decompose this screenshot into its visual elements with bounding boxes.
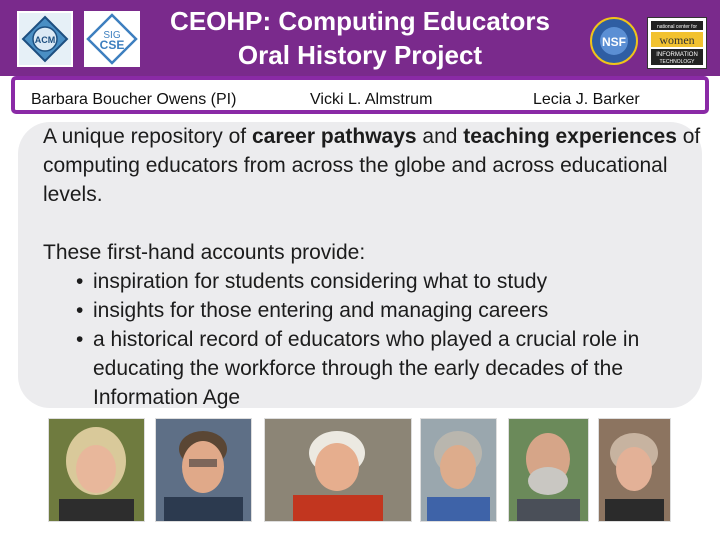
svg-text:national center for: national center for (656, 24, 698, 30)
portrait-photo-1 (48, 418, 145, 522)
intro-bold-career-pathways: career pathways (251, 125, 417, 148)
title-line-1: CEOHP: Computing Educators (170, 6, 550, 36)
portrait-photo-3 (264, 418, 412, 522)
intro-text-2: and (416, 125, 464, 148)
list-item (76, 267, 703, 296)
svg-text:women: women (659, 33, 695, 47)
list-item (76, 296, 703, 325)
svg-text:NSF: NSF (602, 35, 626, 49)
title-line-2: Oral History Project (237, 40, 483, 70)
list-item (76, 325, 703, 412)
intro-text-1: A unique repository of (43, 125, 252, 148)
bullet-text: a historical record of educators who played a crucial role in educating the workforce through the early decades of the Information Age (93, 328, 640, 409)
page-title (130, 4, 590, 72)
svg-text:CSE: CSE (99, 38, 125, 52)
intro-bold-teaching-experiences: teaching experiences (463, 125, 677, 148)
investigators-bar (11, 76, 709, 114)
nsf-logo (590, 17, 638, 65)
name-third: Lecia J. Barker (533, 91, 640, 108)
name-second: Vicki L. Almstrum (310, 91, 433, 108)
name-pi: Barbara Boucher Owens (PI) (31, 91, 237, 108)
header-banner (0, 0, 720, 76)
portrait-photo-5 (508, 418, 589, 522)
svg-text:TECHNOLOGY: TECHNOLOGY (659, 59, 695, 65)
portrait-photo-4 (420, 418, 497, 522)
bullet-icon: • (76, 270, 84, 293)
svg-text:INFORMATION: INFORMATION (656, 52, 698, 58)
intro-text-3: of computing educators from across the globe and across educational levels. (43, 125, 701, 206)
bullet-list (43, 267, 703, 412)
ncwit-logo (647, 17, 707, 69)
list-intro: These first-hand accounts provide: (43, 241, 366, 264)
description-text (43, 122, 703, 412)
portrait-photo-6 (598, 418, 671, 522)
acm-logo (17, 11, 73, 67)
svg-text:ACM: ACM (34, 35, 56, 45)
svg-text:SIG: SIG (103, 30, 121, 41)
portrait-photo-2 (155, 418, 252, 522)
bullet-text: inspiration for students considering what to study (93, 270, 548, 293)
bullet-text: insights for those entering and managing careers (93, 299, 549, 322)
bullet-icon: • (76, 299, 84, 322)
intro-paragraph (43, 122, 703, 209)
bullet-icon: • (76, 328, 84, 351)
